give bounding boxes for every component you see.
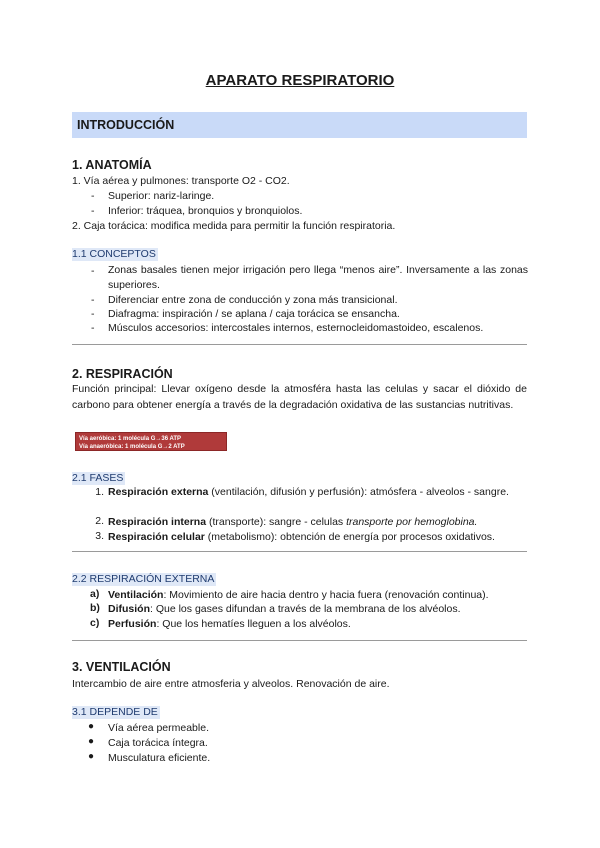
badge-line-anaerobica: Vía anaeróbica: 1 molécula G→2 ATP <box>79 443 185 450</box>
dash-bullet: - <box>91 205 95 217</box>
depende-item: Vía aérea permeable. <box>108 722 209 734</box>
concepto-item: Zonas basales tienen mejor irrigación pero llega “menos aire”. Inversamente a las zonas superiores. <box>108 264 528 291</box>
subheading-respiracion-externa: 2.2 RESPIRACIÓN EXTERNA <box>72 573 215 585</box>
list-letter: b) <box>90 602 100 614</box>
fase-description: (transporte): sangre - celulas <box>206 516 347 528</box>
fase-item-celular <box>108 530 495 544</box>
depende-item: Caja torácica íntegra. <box>108 737 208 749</box>
list-number: 3. <box>95 530 104 542</box>
section-divider <box>72 640 527 641</box>
badge-line-aerobica: Vía aeróbica: 1 molécula G→36 ATP <box>79 435 182 442</box>
depende-item: Musculatura eficiente. <box>108 752 211 764</box>
bullet-dot-icon: ● <box>88 736 95 747</box>
dash-bullet: - <box>91 322 95 334</box>
fase-description: (metabolismo): obtención de energía por procesos oxidativos. <box>204 531 495 543</box>
anatomia-sub-inferior: Inferior: tráquea, bronquios y bronquiolos. <box>108 205 303 217</box>
list-letter: c) <box>90 617 100 629</box>
externa-term: Perfusión <box>108 618 157 630</box>
dash-bullet: - <box>91 308 95 320</box>
section-intro-banner: INTRODUCCIÓN <box>72 112 527 138</box>
list-number: 1. <box>95 486 104 498</box>
concepto-item: Diafragma: inspiración / se aplana / caja torácica se ensancha. <box>108 308 400 320</box>
list-letter: a) <box>90 588 100 600</box>
externa-term: Difusión <box>108 603 150 615</box>
heading-ventilacion: 3. VENTILACIÓN <box>72 660 171 674</box>
bullet-dot-icon: ● <box>88 751 95 762</box>
fase-item-interna <box>108 515 477 529</box>
heading-anatomia: 1. ANATOMÍA <box>72 158 152 172</box>
dash-bullet: - <box>91 265 95 277</box>
externa-item-perfusion <box>108 617 351 631</box>
anatomia-line-2: 2. Caja torácica: modifica medida para permitir la función respiratoria. <box>72 220 396 232</box>
fase-term: Respiración externa <box>108 486 209 498</box>
atp-note-badge <box>75 432 227 451</box>
section-divider <box>72 344 527 345</box>
subheading-conceptos: 1.1 CONCEPTOS <box>72 248 156 260</box>
dash-bullet: - <box>91 190 95 202</box>
fase-term: Respiración celular <box>108 531 205 543</box>
dash-bullet: - <box>91 294 95 306</box>
section-divider <box>72 551 527 552</box>
respiracion-paragraph: Función principal: Llevar oxígeno desde la atmosféra hasta las celulas y sacar el dióxido de carbono para obtener energía a través de la degradación oxidativa de las sustancias nutritivas. <box>72 383 527 411</box>
externa-term: Ventilación <box>108 589 164 601</box>
externa-item-difusion <box>108 602 461 616</box>
fase-description: (ventilación, difusión y perfusión): atmósfera - alveolos - sangre. <box>208 486 509 498</box>
bullet-dot-icon: ● <box>88 721 95 732</box>
externa-description: : Movimiento de aire hacia dentro y hacia fuera (renovación continua). <box>163 589 489 601</box>
externa-item-ventilacion <box>108 588 489 602</box>
concepto-item: Músculos accesorios: intercostales internos, esternocleidomastoideo, escalenos. <box>108 322 484 334</box>
externa-description: : Que los hematíes lleguen a los alvéolos. <box>156 618 351 630</box>
subheading-depende-de: 3.1 DEPENDE DE <box>72 706 158 718</box>
subheading-fases: 2.1 FASES <box>72 472 124 484</box>
fase-term: Respiración interna <box>108 516 207 528</box>
list-number: 2. <box>95 515 104 527</box>
page-title: APARATO RESPIRATORIO <box>205 72 395 89</box>
fase-item-externa <box>108 485 528 500</box>
anatomia-sub-superior: Superior: nariz-laringe. <box>108 190 215 202</box>
concepto-item: Diferenciar entre zona de conducción y zona más transicional. <box>108 294 398 306</box>
heading-respiracion: 2. RESPIRACIÓN <box>72 367 173 381</box>
ventilacion-line: Intercambio de aire entre atmosferia y alveolos. Renovación de aire. <box>72 678 390 690</box>
fase-note: transporte por hemoglobina. <box>346 516 478 528</box>
anatomia-line-1: 1. Vía aérea y pulmones: transporte O2 - CO2. <box>72 175 290 187</box>
externa-description: : Que los gases difundan a través de la membrana de los alvéolos. <box>150 603 461 615</box>
